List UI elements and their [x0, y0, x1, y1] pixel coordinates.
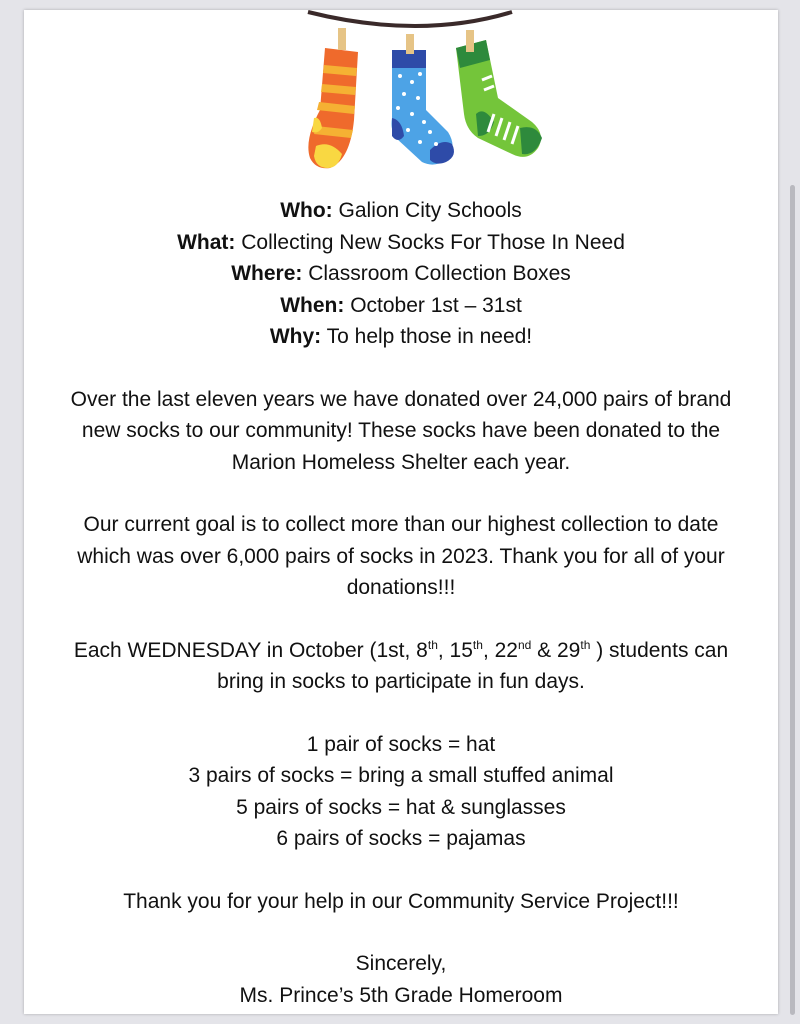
history-line: Marion Homeless Shelter each year. — [231, 450, 571, 474]
hanging-socks-illustration — [280, 10, 560, 185]
reward-item: 6 pairs of socks = pajamas — [276, 827, 526, 850]
green-sock-icon — [456, 30, 542, 157]
reward-item: 1 pair of socks = hat — [306, 732, 496, 756]
info-why: Why: To help those in need! — [269, 325, 533, 348]
thank-you-line: Thank you for your help in our Community Service Project!!! — [123, 889, 679, 913]
wednesday-line-2: bring in socks to participate in fun days. — [217, 670, 585, 693]
blue-sock-icon — [392, 34, 455, 165]
closing: Sincerely, — [355, 952, 447, 975]
reward-item: 5 pairs of socks = hat & sunglasses — [236, 795, 566, 819]
goal-line: Our current goal is to collect more than our highest collection to date — [83, 513, 719, 536]
info-what: What: Collecting New Socks For Those In Need — [177, 230, 625, 254]
goal-line: which was over 6,000 pairs of socks in 2023. Thank you for all of your — [77, 544, 725, 568]
goal-line: donations!!! — [346, 576, 456, 599]
reward-item: 3 pairs of socks = bring a small stuffed animal — [188, 764, 614, 787]
scrollbar[interactable] — [790, 185, 795, 1015]
signature: Ms. Prince’s 5th Grade Homeroom — [239, 983, 563, 1007]
info-when: When: October 1st – 31st — [280, 293, 522, 317]
history-line: Over the last eleven years we have donated over 24,000 pairs of brand — [70, 387, 732, 411]
info-who: Who: Galion City Schools — [280, 199, 522, 222]
history-line: new socks to our community! These socks have been donated to the — [81, 419, 721, 442]
wednesday-line: Each WEDNESDAY in October (1st, 8th, 15th, 22nd & 29th ) students can — [73, 637, 729, 662]
info-where: Where: Classroom Collection Boxes — [231, 262, 571, 285]
clothesline — [308, 12, 512, 26]
flyer-page — [24, 10, 778, 1014]
flyer-text — [24, 195, 778, 1011]
orange-sock-icon — [308, 28, 358, 168]
